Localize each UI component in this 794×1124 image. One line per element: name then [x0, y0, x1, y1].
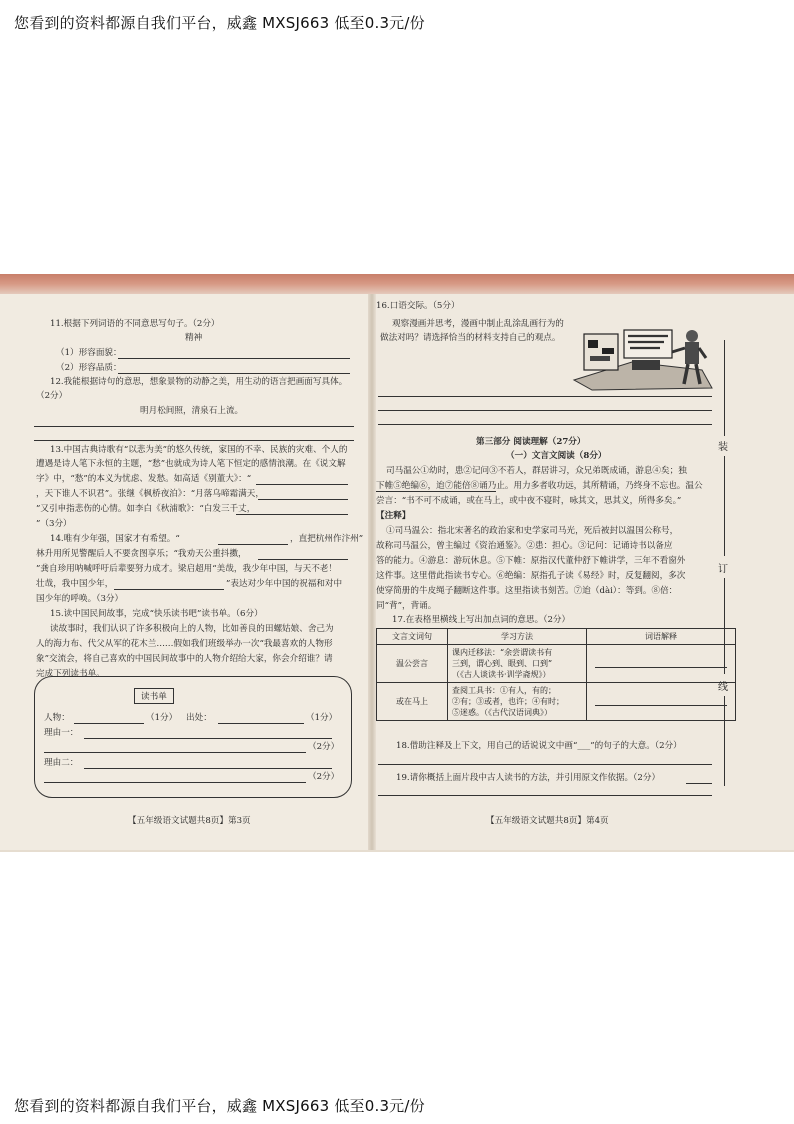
q11-word: 精神 — [185, 333, 203, 343]
note-line6: 同“背”，背诵。 — [376, 601, 437, 611]
table-row — [377, 645, 736, 683]
card-reason2-score: （2分） — [308, 772, 340, 782]
answer-line — [236, 514, 348, 515]
question-19: 19.请你概括上面片段中古人读书的方法，并引用原文作依据。（2分） — [396, 773, 661, 783]
answer-line — [114, 589, 224, 590]
question-17: 17.在表格里横线上写出加点词的意思。（2分） — [392, 615, 571, 625]
answer-line — [118, 358, 350, 359]
watermark-banner-bottom: 您看到的资料都源自我们平台，威鑫 MXSJ663 低至0.3元/份 — [14, 1097, 425, 1115]
card-reason2-label: 理由二： — [44, 758, 79, 768]
answer-line — [34, 440, 354, 441]
binding-line — [724, 696, 725, 786]
reason2-input-line-2[interactable] — [44, 782, 306, 783]
comic-illustration — [572, 322, 722, 392]
answer-line — [34, 426, 354, 427]
q15-line2: 读故事时，我们认识了许多积极向上的人物，比如善良的田螺姑娘、舍己为 — [50, 624, 334, 634]
answer-line — [118, 373, 350, 374]
question-16: 16.口语交际。（5分） — [376, 301, 460, 311]
page-3-footer: 【五年级语文试题共8页】第3页 — [128, 816, 251, 826]
card-reason1-label: 理由一： — [44, 728, 79, 738]
card-source-score: （1分） — [306, 713, 338, 723]
section-1-heading: （一）文言文阅读（8分） — [506, 451, 607, 461]
table-row — [377, 683, 736, 721]
q12-poem: 明月松间照，清泉石上流。 — [140, 406, 244, 416]
answer-line — [258, 559, 348, 560]
q14-line1: 14.唯有少年强，国家才有希望。“ — [50, 534, 180, 544]
q15-line4: 象”交流会，将自己喜欢的中国民间故事中的人物介绍给大家，你会介绍谁？请 — [36, 654, 333, 664]
q12-score: （2分） — [36, 391, 68, 401]
answer-line — [256, 484, 348, 485]
person-input-line[interactable] — [74, 723, 144, 724]
binding-mark-zhuang: 装 — [718, 442, 728, 453]
header-phrase: 文言文词句 — [377, 629, 448, 645]
exam-paper-photo — [0, 274, 794, 852]
q13-line4: ，天下谁人不识君”。张继《枫桥夜泊》：“月落乌啼霜满天， — [36, 489, 264, 499]
note-line4: 这件事。这里借此指读书专心。⑥绝编：原指孔子读《易经》时，反复翻阅，多次 — [376, 571, 686, 581]
notes-heading: 【注释】 — [376, 511, 411, 521]
row1-phrase: 温公尝言 — [377, 645, 448, 683]
row2-method: 查阅工具书：①有人，有的； ②有；③或者，也许；④有时； ⑤迷惑。（《古代汉语词典》） — [448, 683, 587, 721]
q14-line3: ”龚自珍用呐喊呼吁后辈要努力成才。梁启超用“美哉，我少年中国，与天不老！ — [36, 564, 337, 574]
q15-line5: 完成下列读书单。 — [36, 669, 105, 679]
q13-line5: ”又引申指悲伤的心情。如李白《秋浦歌》：“白发三千丈， — [36, 504, 256, 514]
answer-line — [686, 783, 712, 784]
note-line1: ①司马温公：指北宋著名的政治家和史学家司马光，死后被封以温国公称号， — [386, 526, 679, 536]
reading-list-title: 读书单 — [134, 688, 174, 704]
part-3-heading: 第三部分 阅读理解（27分） — [476, 437, 586, 447]
note-line3: 答的能力。④游息：游玩休息。⑤下帷：原指汉代董仲舒下帷讲学，三年不看窗外 — [376, 556, 686, 566]
answer-line — [378, 410, 712, 411]
note-line5: 使穿简册的牛皮绳子翻断这件事。这里指读书刻苦。⑦迨（dài）：等到。⑧倍： — [376, 586, 678, 596]
header-explanation: 词语解释 — [587, 629, 736, 645]
q14-line2: 林升用所见警醒后人不要贪图享乐；“我劝天公重抖擞， — [36, 549, 247, 559]
watermark-banner-top: 您看到的资料都源自我们平台，威鑫 MXSJ663 低至0.3元/份 — [14, 14, 425, 32]
q14-line1b: ，直把杭州作汴州” — [290, 534, 364, 544]
question-18: 18.借助注释及上下文，用自己的话说说文中画“___”的句子的大意。（2分） — [396, 741, 682, 751]
reading-list-card — [34, 676, 352, 798]
reason2-input-line[interactable] — [84, 768, 332, 769]
binding-line — [724, 456, 725, 556]
q11-sub-a: （1）形容面貌： — [56, 348, 122, 358]
q15-line3: 人的海力布、代父从军的花木兰……假如我们班级举办一次“我最喜欢的人物形 — [36, 639, 333, 649]
answer-line — [378, 396, 712, 397]
source-input-line[interactable] — [218, 723, 304, 724]
binding-line — [724, 340, 725, 436]
q13-line2: 遭遇是诗人笔下永恒的主题，“愁”也就成为诗人笔下恒定的感情浪潮。在《说文解 — [36, 459, 346, 469]
question-15: 15.读中国民间故事，完成“快乐读书吧”读书单。（6分） — [50, 609, 263, 619]
q11-sub-b: （2）形容品质： — [56, 363, 122, 373]
answer-line — [258, 499, 348, 500]
q14-line4b: ”表达对少年中国的祝福和对中 — [226, 579, 343, 589]
vocabulary-table — [376, 628, 736, 721]
card-source-label: 出处： — [186, 713, 212, 723]
classical-text-line3: 尝言：“书不可不成诵，或在马上，或中夜不寝时，咏其文，思其义，所得多矣。” — [376, 496, 682, 506]
q13-line1: 13.中国古典诗歌有“以悲为美”的悠久传统，家国的不幸、民族的灾难、个人的 — [50, 445, 348, 455]
binding-mark-ding: 订 — [718, 564, 728, 575]
header-method: 学习方法 — [448, 629, 587, 645]
note-line2: 故称司马温公，曾主编过《资治通鉴》。②患：担心。③记问：记诵诗书以备应 — [376, 541, 673, 551]
row1-answer-cell[interactable] — [587, 645, 736, 683]
q13-line6: ”（3分） — [36, 519, 72, 529]
paper-fold — [368, 294, 376, 850]
row2-phrase: 或在马上 — [377, 683, 448, 721]
classical-text-line2: 下帷⑤绝编⑥，迨⑦能倍⑧诵乃止。用力多者收功远，其所精诵，乃终身不忘也。温公 — [376, 481, 703, 491]
q13-line3: 字》中，“愁”的本义为忧虑、发愁。如高适《别董大》：“ — [36, 474, 252, 484]
q14-line4: 壮哉，我中国少年， — [36, 579, 114, 589]
binding-mark-xian: 线 — [718, 682, 728, 693]
question-11: 11.根据下列词语的不同意思写句子。（2分） — [50, 319, 220, 329]
q16-line1: 观察漫画并思考，漫画中制止乱涂乱画行为的 — [392, 319, 564, 329]
answer-line — [218, 544, 288, 545]
q16-line2: 做法对吗？请选择恰当的材料支持自己的观点。 — [380, 333, 561, 343]
answer-line — [378, 764, 712, 765]
binding-line — [724, 578, 725, 674]
page-4-footer: 【五年级语文试题共8页】第4页 — [486, 816, 609, 826]
classical-text-line1: 司马温公①幼时，患②记问③不若人，群居讲习，众兄弟既成诵，游息④矣；独 — [386, 466, 687, 476]
row1-method: 课内迁移法：“余尝谓读书有 三到，谓心到、眼到、口到” （《古人谈读书·训学斋规》） — [448, 645, 587, 683]
answer-line — [378, 795, 712, 796]
card-person-label: 人物： — [44, 713, 70, 723]
q14-line5: 国少年的呼唤。（3分） — [36, 594, 124, 604]
answer-line — [378, 424, 712, 425]
card-person-score: （1分） — [146, 713, 178, 723]
reason1-input-line-2[interactable] — [44, 752, 306, 753]
card-reason1-score: （2分） — [308, 742, 340, 752]
table-header-row — [377, 629, 736, 645]
underline-marked-sentence — [376, 491, 496, 492]
question-12: 12.我能根据诗句的意思，想象景物的动静之美，用生动的语言把画面写具体。 — [50, 377, 348, 387]
row2-answer-cell[interactable] — [587, 683, 736, 721]
reason1-input-line[interactable] — [84, 738, 332, 739]
